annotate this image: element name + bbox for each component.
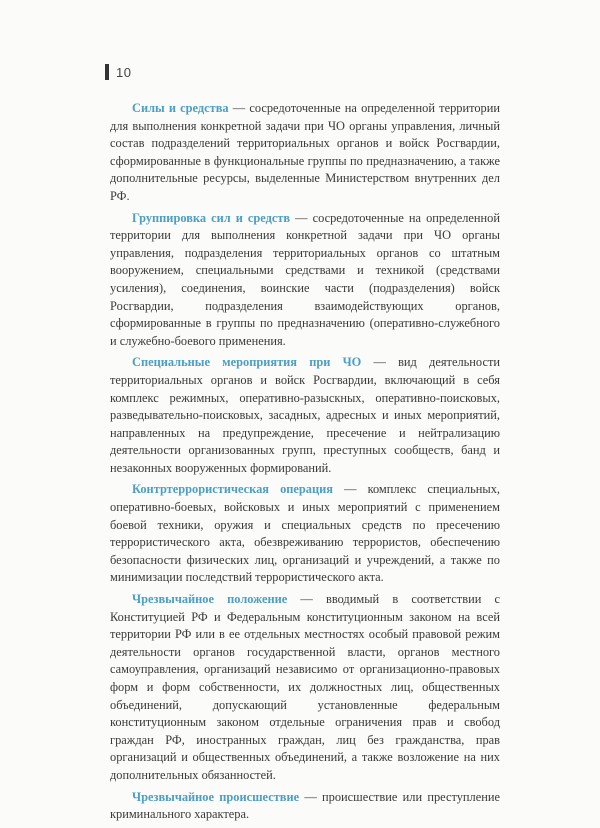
definition-paragraph [110, 100, 500, 206]
definition-text: — происшествие или преступление криминального характера. [110, 789, 500, 822]
page-number-bar [105, 64, 109, 80]
definition-term: Специальные мероприятия при ЧО [132, 355, 362, 370]
definition-text: — сосредоточенные на определенной территории для выполнения конкретной задачи при ЧО органы управления, личный состав подразделений территориальных органов и войск Росгвардии, сформированные в функциональные группы по предназначению, а также дополнительные ресурсы, выделенные Министерством внутренних дел РФ. [110, 101, 500, 203]
definition-paragraph [110, 591, 500, 785]
definition-paragraph [110, 210, 500, 351]
definition-paragraph [110, 789, 500, 824]
page-header [105, 64, 131, 80]
definition-term: Чрезвычайное положение [132, 592, 288, 607]
definition-text: — вводимый в соответствии с Конституцией РФ и Федеральным конституционным законом на всей территории РФ или в ее отдельных местностях особый правовой режим деятельности органов государственной власти, органов местного самоуправления, организаций независимо от организационно-правовых форм и форм собственности, их должностных лиц, общественных объединений, допускающий установленные федеральным конституционным законом отдельные ограничения прав и свобод граждан РФ, иностранных граждан, лиц без гражданства, прав организаций и общественных объединений, а также возложение на них дополнительных обязанностей. [110, 592, 500, 782]
definition-term: Контртеррористическая операция [132, 482, 333, 497]
definition-paragraph [110, 354, 500, 477]
definition-text: — комплекс специальных, оперативно-боевых, войсковых и иных мероприятий с применением боевой техники, оружия и специальных средств по пресечению террористического акта, обезвреживанию террористов, обеспечению безопасности физических лиц, организаций и учреждений, а также по минимизации последствий террористического акта. [110, 482, 500, 585]
definition-term: Силы и средства [132, 101, 229, 115]
definition-term: Чрезвычайное происшествие [132, 789, 300, 804]
definition-term: Группировка сил и средств [132, 210, 291, 225]
page-number: 10 [116, 64, 132, 80]
definitions-body [110, 100, 500, 828]
definition-text: — сосредоточенные на определенной территории для выполнения конкретной задачи при ЧО органы управления, подразделения территориальных органов со штатным вооружением, специальными средствами и техникой (средствами усиления), соединения, воинские части (подразделения) войск Росгвардии, подразделения взаимодействующих органов, сформированные в группы по предназначению (оперативно-служебного и служебно-боевого применения. [110, 210, 500, 348]
definition-text: — вид деятельности территориальных органов и войск Росгвардии, включающий в себя комплекс режимных, оперативно-разыскных, оперативно-поисковых, разведывательно-поисковых, засадных, адресных и иных мероприятий, направленных на предупреждение, пресечение и нейтрализацию деятельности организованных групп, преступных сообществ, банд и незаконных вооруженных формирований. [110, 355, 500, 475]
definition-paragraph [110, 481, 500, 587]
